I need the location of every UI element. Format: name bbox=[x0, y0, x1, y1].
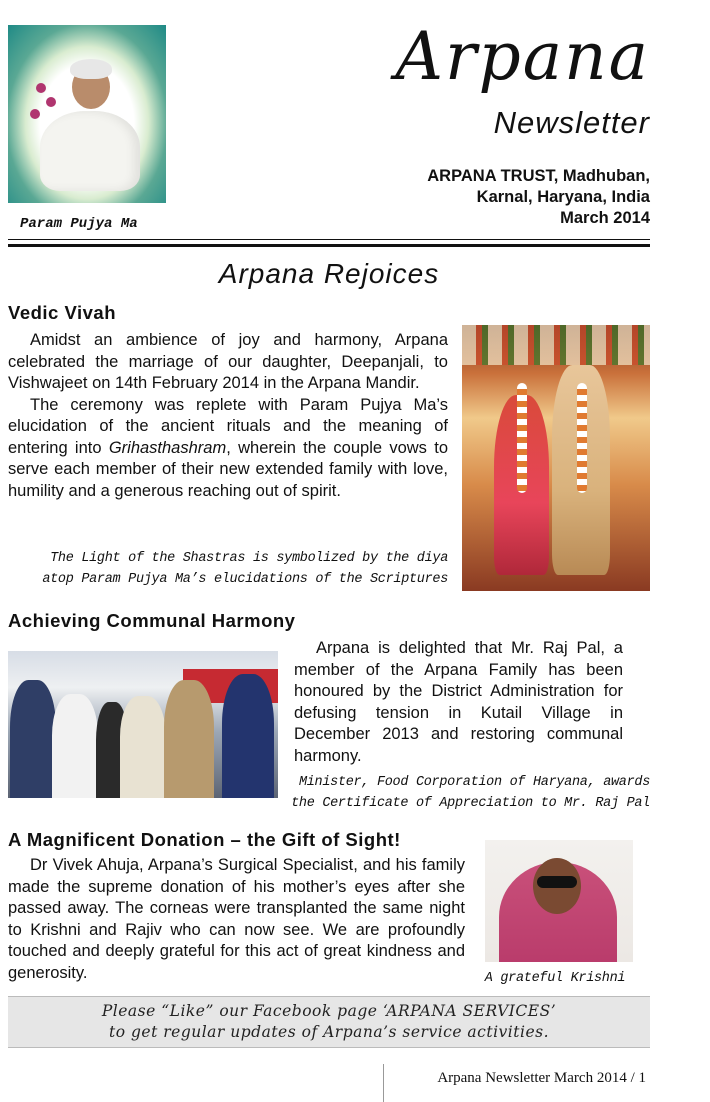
wedding-photo bbox=[462, 325, 650, 591]
caption-line: atop Param Pujya Ma’s elucidations of the Scriptures bbox=[42, 572, 448, 587]
header-divider-thick bbox=[8, 244, 650, 247]
article-heading-communal-harmony: Achieving Communal Harmony bbox=[8, 610, 296, 631]
person-figure bbox=[222, 674, 274, 798]
paragraph: Arpana is delighted that Mr. Raj Pal, a member of the Arpana Family has been honoured by the District Administration for defusing tension in Kutail Village in December 2013 and restoring communal harmony. bbox=[294, 639, 623, 765]
sunglasses bbox=[537, 876, 577, 888]
callout-line-1: Please “Like” our Facebook page ‘ARPANA SERVICES’ bbox=[101, 1002, 557, 1020]
person-figure bbox=[164, 680, 214, 798]
org-line-1: ARPANA TRUST, Madhuban, bbox=[427, 167, 650, 185]
article-body-vedic-vivah bbox=[8, 330, 448, 502]
portrait-photo bbox=[8, 25, 166, 203]
newsletter-title: Arpana bbox=[395, 18, 650, 95]
award-ceremony-photo bbox=[8, 651, 278, 798]
portrait-figure-body bbox=[40, 111, 140, 191]
header-divider-thin bbox=[8, 239, 650, 240]
canopy-decoration bbox=[462, 325, 650, 365]
portrait-caption: Param Pujya Ma bbox=[20, 216, 138, 232]
issue-date: March 2014 bbox=[560, 209, 650, 227]
text-run: , wherein the couple vows to serve each member of their new extended family with love, humility and a generous reaching out of spirit. bbox=[8, 438, 448, 500]
article-body-gift-of-sight bbox=[8, 855, 465, 984]
person-figure bbox=[120, 696, 166, 798]
flower-decoration bbox=[36, 83, 46, 93]
garland bbox=[577, 383, 587, 493]
caption-line: The Light of the Shastras is symbolized by the diya bbox=[50, 551, 448, 566]
caption-line: Minister, Food Corporation of Haryana, awards bbox=[298, 775, 650, 790]
flower-decoration bbox=[30, 109, 40, 119]
org-line-2: Karnal, Haryana, India bbox=[476, 188, 650, 206]
article-heading-vedic-vivah: Vedic Vivah bbox=[8, 302, 116, 323]
photo-caption-wedding bbox=[8, 548, 448, 590]
caption-line: the Certificate of Appreciation to Mr. Raj Pal bbox=[291, 796, 650, 811]
facebook-callout bbox=[8, 996, 650, 1048]
footer-divider bbox=[383, 1064, 384, 1102]
article-body-communal-harmony bbox=[294, 638, 623, 767]
photo-caption-krishni: A grateful Krishni bbox=[484, 971, 626, 986]
paragraph: Amidst an ambience of joy and harmony, Arpana celebrated the marriage of our daughter, Deepanjali, to Vishwajeet on 14th February 2014 in the Arpana Mandir. bbox=[8, 331, 448, 392]
section-title: Arpana Rejoices bbox=[218, 258, 440, 289]
garland bbox=[517, 383, 527, 493]
text-run: The ceremony was replete with Param Pujya Ma’s elucidation of the ancient rituals and the meaning of entering into bbox=[8, 395, 448, 457]
paragraph bbox=[8, 395, 448, 503]
organization-block bbox=[360, 166, 650, 229]
flower-decoration bbox=[46, 97, 56, 107]
person-figure bbox=[52, 694, 98, 798]
photo-caption-award bbox=[288, 772, 650, 814]
italic-term: Grihasthashram bbox=[108, 438, 227, 457]
paragraph: Dr Vivek Ahuja, Arpana’s Surgical Specialist, and his family made the supreme donation of his mother’s eyes after she passed away. The corneas were transplanted the same night to Krishni and Rajiv who can now see. We are profoundly touched and deeply grateful for this act of great kindness and generosity. bbox=[8, 856, 465, 982]
article-heading-gift-of-sight: A Magnificent Donation – the Gift of Sight! bbox=[8, 829, 401, 850]
page-footer: Arpana Newsletter March 2014 / 1 bbox=[437, 1070, 646, 1086]
krishni-photo bbox=[485, 840, 633, 962]
callout-line-2: to get regular updates of Arpana’s service activities. bbox=[109, 1023, 549, 1041]
person-figure bbox=[10, 680, 56, 798]
portrait-figure-hair bbox=[70, 59, 112, 79]
newsletter-subtitle: Newsletter bbox=[493, 105, 650, 140]
